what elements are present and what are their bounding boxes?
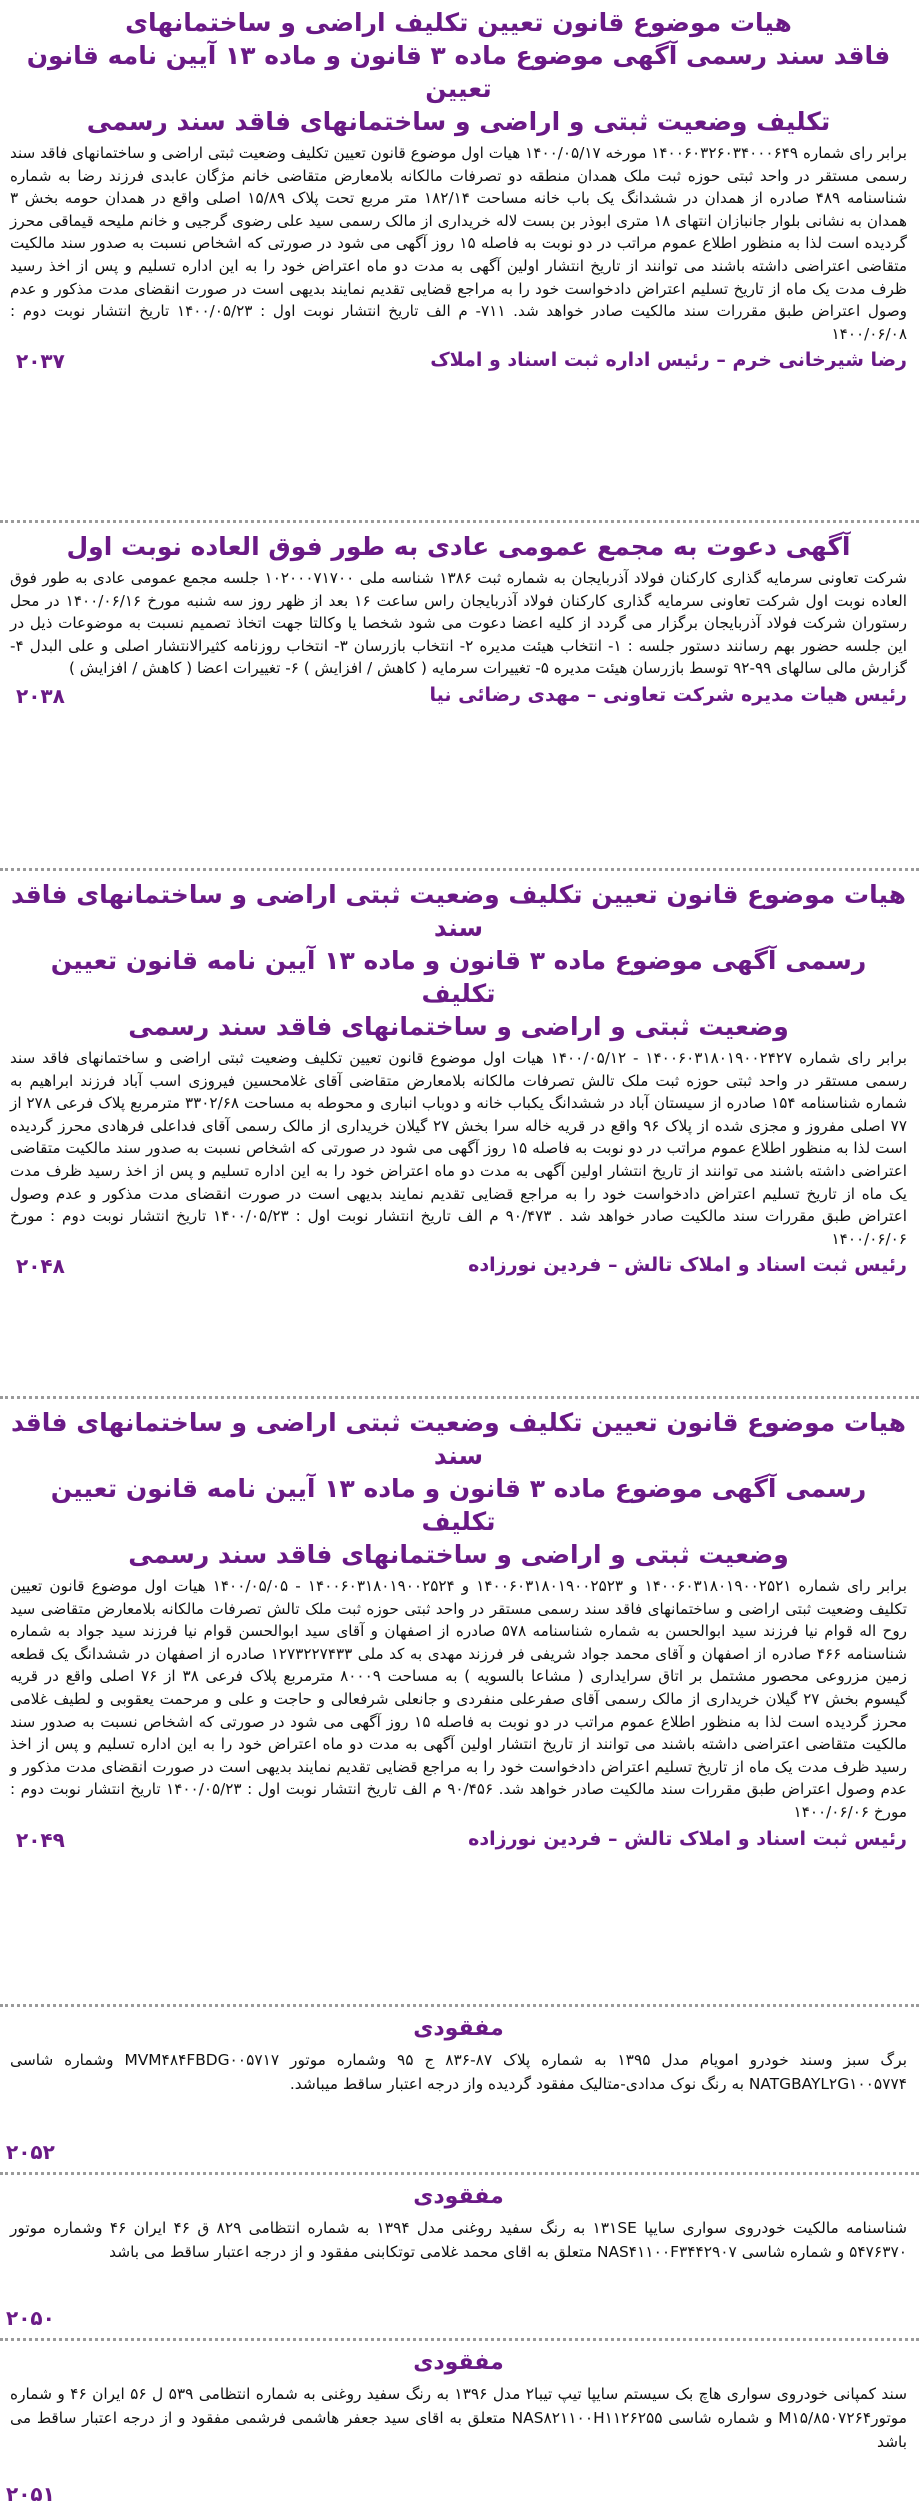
notice-footer [10, 1252, 907, 1282]
notice-code: ۲۰۳۸ [16, 683, 65, 708]
notice-footer [10, 347, 907, 377]
notice-lost-vehicle-1 [0, 2014, 919, 2166]
notice-body: برگ سبز وسند خودرو امویام مدل ۱۳۹۵ به شماره پلاک ۸۷-۸۳۶ ج ۹۵ وشماره موتور MVM۴۸۴FBDG۰۰۵۷۱۷ وشماره شاسی NATGBAYL۲G۱۰۰۵۷۷۴ به رنگ نوک مدادی-متالیک مفقود گردیده واز درجه اعتبار ساقط میباشد. [10, 2051, 907, 2093]
notice-code: ۲۰۵۲ [6, 2140, 55, 2164]
notice-code: ۲۰۴۸ [16, 1254, 65, 1279]
notice-title: مفقودی [413, 2016, 504, 2041]
separator [0, 2004, 919, 2007]
separator [0, 2172, 919, 2175]
notice-code: ۲۰۵۰ [6, 2306, 55, 2330]
notice-general-assembly [0, 530, 919, 860]
notice-land-registry-talesh-2 [0, 1406, 919, 1996]
separator [0, 520, 919, 523]
notice-code: ۲۰۳۷ [16, 349, 65, 374]
notice-footer [10, 682, 907, 712]
notice-body: برابر رای شماره ۱۴۰۰۶۰۳۲۶۰۳۴۰۰۰۶۴۹ مورخه ۱۴۰۰/۰۵/۱۷ هیات اول موضوع قانون تعیین تکلیف وضعیت ثبتی اراضی و ساختمانهای فاقد سند رسمی مستقر در واحد ثبتی حوزه ثبت ملک همدان منطقه دو تصرفات مالکانه بلامعارض متقاضی خانم مژگان عابدی فرزند رضا به شماره شناسنامه ۴۸۹ صادره از همدان در ششدانگ یک باب خانه مساحت ۱۸۲/۱۴ متر مربع تحت پلاک ۱۵/۸۹ اصلی واقع در همدان حومه بخش ۳ همدان به نشانی بلوار جانبازان انتهای ۱۸ متری ابوذر بن بست لاله خریداری از مالک رسمی سید علی رضوی گرجیی و خانم ملیحه قیماقی محرز گردیده است لذا به منظور اطلاع عموم مراتب در دو نوبت به فاصله ۱۵ روز آگهی می شود در صورتی که اشخاص نسبت به صدور سند مالکیت متقاضی اعتراضی داشته باشند می توانند از تاریخ انتشار اولین آگهی به مدت دو ماه اعتراض خود را به این اداره تسلیم و پس از اخذ رسید ظرف مدت یک ماه از تاریخ تسلیم اعتراض دادخواست خود را به مراجع قضایی تقدیم نمایند بدیهی است در صورت انقضای مدت مذکور و عدم وصول اعتراض طبق مقررات سند مالکیت صادر خواهد شد. ۷۱۱- م الف تاریخ انتشار نوبت اول : ۱۴۰۰/۰۵/۲۳ تاریخ انتشار نوبت دوم : ۱۴۰۰/۰۶/۰۸ [10, 144, 908, 343]
notice-body: برابر رای شماره ۱۴۰۰۶۰۳۱۸۰۱۹۰۰۲۵۲۱ و ۱۴۰۰۶۰۳۱۸۰۱۹۰۰۲۵۲۳ و ۱۴۰۰۶۰۳۱۸۰۱۹۰۰۲۵۲۴ - ۱۴۰۰/۰۵/۰۵ هیات اول موضوع قانون تعیین تکلیف وضعیت ثبتی اراضی و ساختمانهای فاقد سند رسمی مستقر در واحد ثبتی حوزه ثبت ملک تالش تصرفات مالکانه بلامعارض متقاضی سید روح اله قوام نیا فرزند سید ابوالحسن به شماره شناسنامه ۵۷۸ صادره از اصفهان و آقای سید ابوالحسن قوام نیا فرزند سید جواد به شماره شناسنامه ۴۶۶ صادره از اصفهان و آقای محمد جواد شریفی فر فرزند مهدی به کد ملی ۱۲۷۳۲۲۷۴۳۳ صادره از اصفهان در ششدانگ یک قطعه زمین مزروعی محصور مشتمل بر اتاق سرایداری ( مشاعا بالسویه ) به مساحت ۸۰۰۰۹ مترمربع پلاک فرعی ۳۸ از ۷۶ اصلی واقع در قریه گیسوم بخش ۲۷ گیلان خریداری از مالک رسمی آقای صفرعلی منفردی و جانعلی شرفعالی و حاجت و علی و مرحمت یعقوبی و لطیف غلامی محرز گردیده است لذا به منظور اطلاع عموم مراتب در دو نوبت به فاصله ۱۵ روز آگهی می شود در صورتی که اشخاص نسبت به صدور سند مالکیت متقاضی اعتراضی داشته باشند می توانند از تاریخ انتشار اولین آگهی به مدت دو ماه اعتراض خود را به این اداره تسلیم و پس از اخذ رسید ظرف مدت یک ماه از تاریخ تسلیم اعتراض دادخواست خود را به مراجع قضایی تقدیم نمایند بدیهی است در صورت انقضای مدت مذکور و عدم وصول اعتراض طبق مقررات سند مالکیت صادر خواهد شد. ۹۰/۴۵۶ م الف تاریخ انتشار نوبت اول : ۱۴۰۰/۰۵/۲۳ تاریخ انتشار نوبت دوم : مورخ ۱۴۰۰/۰۶/۰۶ [10, 1577, 908, 1821]
notice-body: برابر رای شماره ۱۴۰۰۶۰۳۱۸۰۱۹۰۰۲۴۲۷ - ۱۴۰۰/۰۵/۱۲ هیات اول موضوع قانون تعیین تکلیف وضعیت ثبتی اراضی و ساختمانهای فاقد سند رسمی مستقر در واحد ثبتی حوزه ثبت ملک تالش تصرفات مالکانه بلامعارض متقاضی آقای غلامحسین فیروزی اسب آباد فرزند ابراهیم به شماره شناسنامه ۱۵۴ صادره از سیستان آباد در ششدانگ یکباب خانه و دوباب انباری و محوطه به مساحت ۳۳۰۲/۶۸ مترمربع پلاک فرعی ۲۷۸ از ۷۷ اصلی مفروز و مجزی شده از پلاک ۹۶ واقع در قریه خاله سرا بخش ۲۷ گیلان خریداری از مالک رسمی آقای فداعلی فرهادی محرز گردیده است لذا به منظور اطلاع عموم مراتب در دو نوبت به فاصله ۱۵ روز آگهی می شود در صورتی که اشخاص نسبت به صدور سند مالکیت متقاضی اعتراضی داشته باشند می توانند از تاریخ انتشار اولین آگهی به مدت دو ماه اعتراض خود را به این اداره تسلیم و پس از اخذ رسید ظرف مدت یک ماه از تاریخ تسلیم اعتراض دادخواست خود را به مراجع قضایی تقدیم نمایند بدیهی است در صورت انقضای مدت مذکور و عدم وصول اعتراض طبق مقررات سند مالکیت صادر خواهد شد . ۹۰/۴۷۳ م الف تاریخ انتشار نوبت اول : ۱۴۰۰/۰۵/۲۳ تاریخ انتشار نوبت دوم : مورخ ۱۴۰۰/۰۶/۰۶ [10, 1049, 908, 1248]
notice-signature: رئیس ثبت اسناد و املاک تالش – فردین نورزاده [468, 1254, 907, 1277]
separator [0, 2338, 919, 2341]
notice-title: مفقودی [413, 2184, 504, 2209]
separator [0, 868, 919, 871]
notice-footer [10, 1826, 907, 1856]
notice-body: شرکت تعاونی سرمایه گذاری کارکنان فولاد آذربایجان به شماره ثبت ۱۳۸۶ شناسه ملی ۱۰۲۰۰۰۷۱۷۰۰ جلسه مجمع عمومی عادی به طور فوق العاده نوبت اول شرکت تعاونی سرمایه گذاری کارکنان فولاد آذربایجان راس ساعت ۱۶ بعد از ظهر روز سه شنبه مورخ ۱۴۰۰/۰۶/۱۶ در محل رستوران شرکت فولاد آذربایجان برگزار می گردد از کلیه اعضا دعوت می شود شخصا یا وکالتا جهت اتخاذ تصمیم نسبت به موضوعات ذیل در این جلسه حضور بهم رسانند دستور جلسه : ۱- انتخاب هیئت مدیره ۲- انتخاب بازرسان ۳- انتخاب روزنامه کثیرالانتشار اصلی و علی البدل ۴- گزارش مالی سالهای ۹۹-۹۲ توسط بازرسان هیئت مدیره ۵- تغییرات سرمایه ( کاهش / افزایش ) ۶- تغییرات اعضا ( کاهش / افزایش ) [10, 569, 908, 678]
notice-land-registry-talesh-1 [0, 878, 919, 1388]
notice-land-registry-hamedan [0, 6, 919, 514]
notice-lost-vehicle-3 [0, 2348, 919, 2508]
notice-title: هیات موضوع قانون تعیین تکلیف وضعیت ثبتی اراضی و ساختمانهای فاقد سند رسمی آگهی موضوع ماده ۳ قانون و ماده ۱۳ آیین نامه قانون تعیین تکلیف وضعیت ثبتی و اراضی و ساختمانهای فاقد سند رسمی [10, 1408, 906, 1569]
notice-title: آگهی دعوت به مجمع عمومی عادی به طور فوق العاده نوبت اول [66, 532, 851, 561]
notice-title: هیات موضوع قانون تعیین تکلیف اراضی و ساختمانهای فاقد سند رسمی آگهی موضوع ماده ۳ قانون و ماده ۱۳ آیین نامه قانون تعیین تکلیف وضعیت ثبتی و اراضی و ساختمانهای فاقد سند رسمی [26, 8, 891, 136]
notice-title: هیات موضوع قانون تعیین تکلیف وضعیت ثبتی اراضی و ساختمانهای فاقد سند رسمی آگهی موضوع ماده ۳ قانون و ماده ۱۳ آیین نامه قانون تعیین تکلیف وضعیت ثبتی و اراضی و ساختمانهای فاقد سند رسمی [10, 880, 906, 1041]
notice-body: شناسنامه مالکیت خودروی سواری سایپا ۱۳۱SE به رنگ سفید روغنی مدل ۱۳۹۴ به شماره انتظامی ۸۲۹ ق ۴۶ ایران ۴۶ وشماره موتور ۵۴۷۶۳۷۰ و شماره شاسی NAS۴۱۱۰۰F۳۴۴۲۹۰۷ متعلق به اقای محمد غلامی توتکابنی مفقود و از درجه اعتبار ساقط می باشد [10, 2219, 907, 2261]
separator [0, 1396, 919, 1399]
notice-signature: رئیس ثبت اسناد و املاک تالش – فردین نورزاده [468, 1827, 907, 1850]
notice-code: ۲۰۵۱ [6, 2482, 55, 2506]
notice-signature: رئیس هیات مدیره شرکت تعاونی – مهدی رضائی نیا [429, 683, 907, 706]
notice-body: سند کمپانی خودروی سواری هاچ بک سیستم سایپا تیپ تیبا۲ مدل ۱۳۹۶ به رنگ سفید روغنی به شماره انتظامی ۵۳۹ ل ۵۶ ایران ۴۶ و شماره موتورM۱۵/۸۵۰۷۲۶۴ و شماره شاسی NAS۸۲۱۱۰۰H۱۱۲۶۲۵۵ متعلق به اقای سید جعفر هاشمی فرشمی مفقود و از درجه اعتبار ساقط می باشد [10, 2385, 907, 2451]
notice-signature: رضا شیرخانی خرم – رئیس اداره ثبت اسناد و املاک [430, 349, 907, 372]
notice-code: ۲۰۴۹ [16, 1827, 65, 1852]
notice-title: مفقودی [413, 2350, 504, 2375]
notice-lost-vehicle-2 [0, 2182, 919, 2332]
